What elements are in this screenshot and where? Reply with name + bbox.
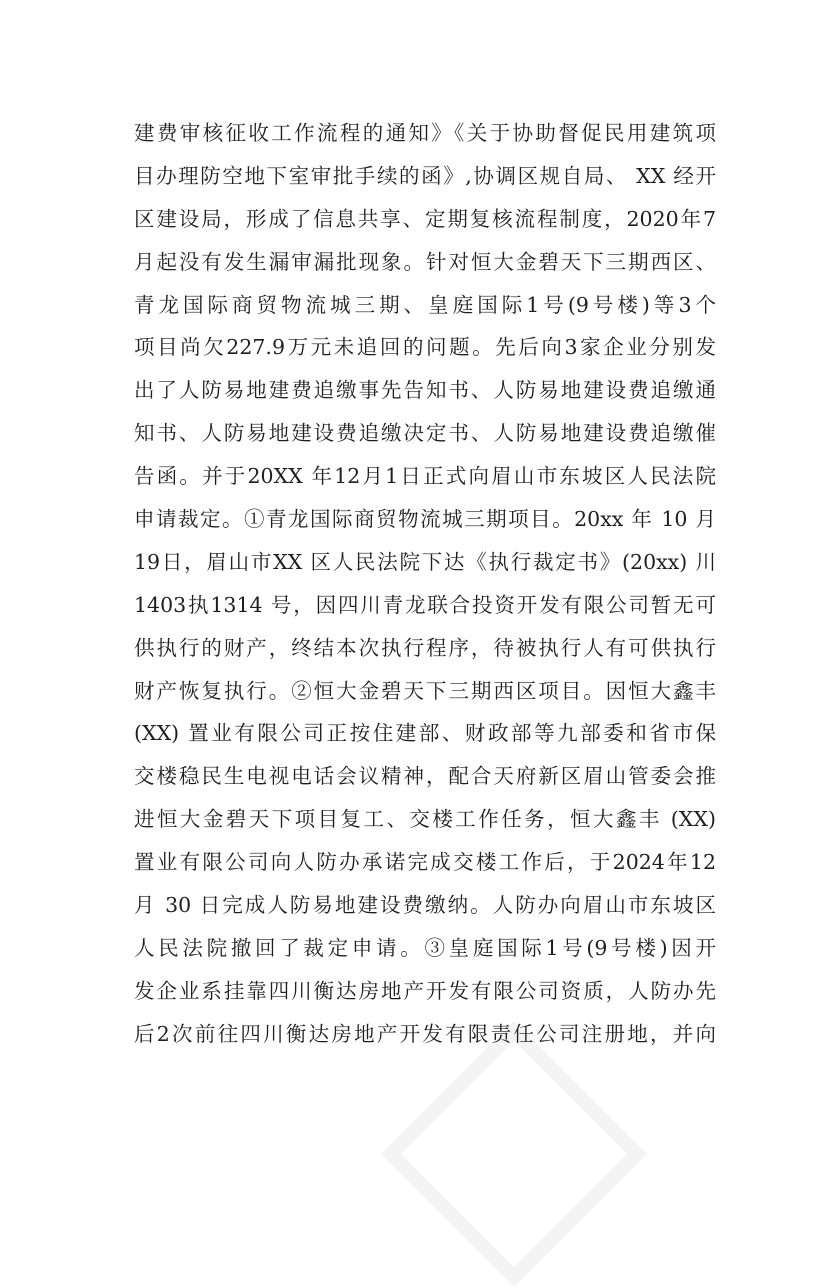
text-line: 月 30 日完成人防易地建设费缴纳。人防办向眉山市东坡区 [134, 893, 716, 918]
text-line: 供执行的财产，终结本次执行程序，待被执行人有可供执行 [134, 635, 716, 660]
text-line: 发企业系挂靠四川衡达房地产开发有限公司资质，人防办先 [134, 978, 716, 1003]
text-line: 项目尚欠227.9万元未追回的问题。先后向3家企业分别发 [134, 335, 716, 360]
body-text [134, 112, 716, 1056]
text-line: 建费审核征收工作流程的通知》《关于协助督促民用建筑项 [134, 121, 716, 145]
watermark-logo [381, 1021, 647, 1287]
text-line: 区建设局，形成了信息共享、定期复核流程制度，2020年7 [134, 206, 716, 231]
text-line: 进恒大金碧天下项目复工、交楼工作任务，恒大鑫丰 (XX) [134, 807, 716, 832]
text-line: 后2次前往四川衡达房地产开发有限责任公司注册地，并向 [134, 1021, 716, 1046]
text-line: 1403执1314 号，因四川青龙联合投资开发有限公司暂无可 [134, 592, 716, 617]
text-line: 目办理防空地下室审批手续的函》,协调区规自局、 XX 经开 [134, 163, 716, 188]
text-line: 月起没有发生漏审漏批现象。针对恒大金碧天下三期西区、 [134, 249, 716, 274]
text-line: 人民法院撤回了裁定申请。③皇庭国际1号(9号楼)因开 [134, 935, 716, 960]
text-line: (XX) 置业有限公司正按住建部、财政部等九部委和省市保 [134, 721, 716, 746]
text-line: 青龙国际商贸物流城三期、皇庭国际1号(9号楼)等3个 [134, 292, 716, 317]
text-line: 交楼稳民生电视电话会议精神，配合天府新区眉山管委会推 [134, 764, 716, 789]
text-line: 申请裁定。①青龙国际商贸物流城三期项目。20xx 年 10 月 [134, 507, 716, 532]
text-line: 19日，眉山市XX 区人民法院下达《执行裁定书》(20xx) 川 [134, 549, 716, 574]
text-line: 出了人防易地建费追缴事先告知书、人防易地建设费追缴通 [134, 378, 716, 403]
text-line: 财产恢复执行。②恒大金碧天下三期西区项目。因恒大鑫丰 [134, 678, 716, 703]
text-line: 知书、人防易地建设费追缴决定书、人防易地建设费追缴催 [134, 421, 716, 446]
text-line: 告函。并于20XX 年12月1日正式向眉山市东坡区人民法院 [134, 464, 716, 489]
text-line: 置业有限公司向人防办承诺完成交楼工作后，于2024年12 [134, 850, 716, 875]
